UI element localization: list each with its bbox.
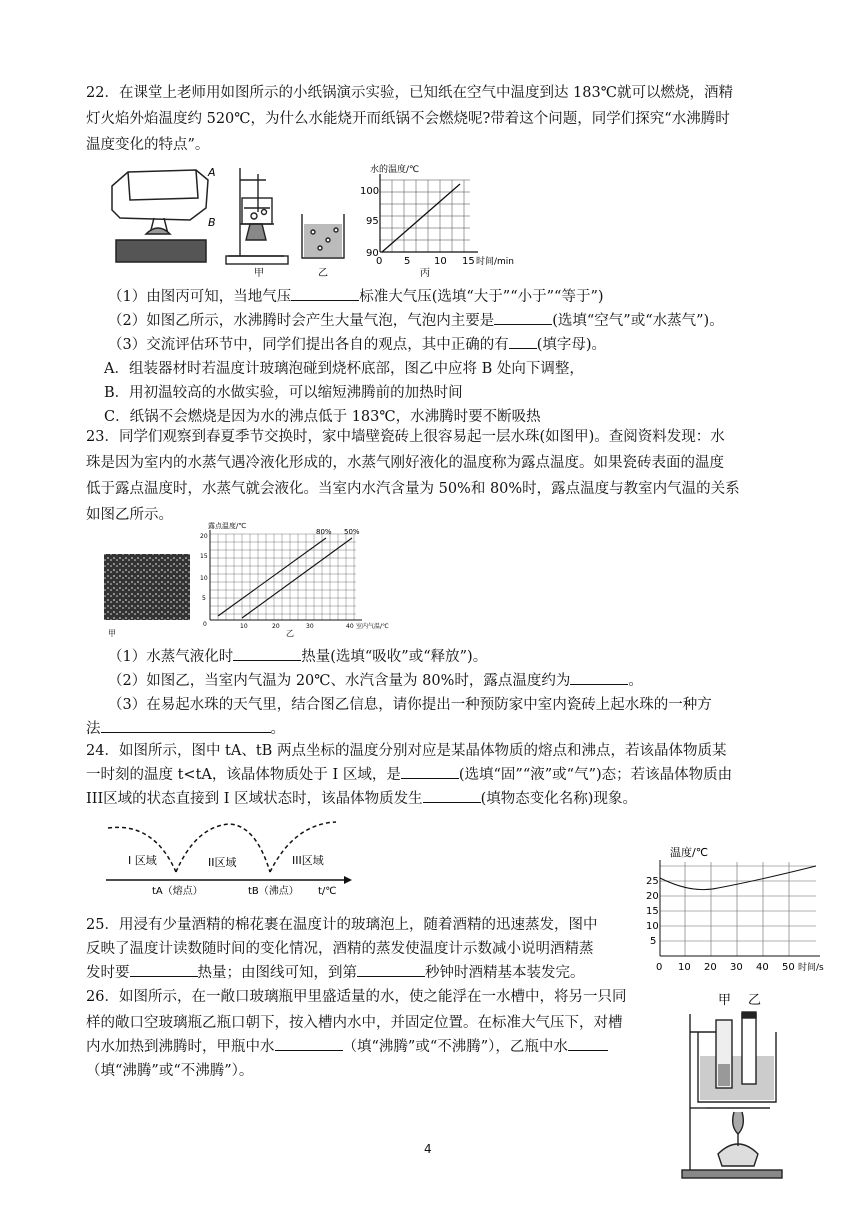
q22-figure bbox=[108, 160, 515, 279]
temp-ylabel: 温度/℃ bbox=[670, 846, 709, 859]
ytick-15: 15 bbox=[646, 906, 659, 917]
boiling-point-label: tB（沸点） bbox=[248, 886, 299, 897]
region-3-label: III区域 bbox=[292, 854, 324, 867]
q25-temp-graph bbox=[640, 842, 836, 976]
q22-option-a: A．组装器材时若温度计玻璃泡碰到烧杯底部，图乙中应将 B 处向下调整， bbox=[104, 361, 584, 377]
q26-line3: 内水加热到沸腾时，甲瓶中水 （填“沸腾”或“不沸腾”），乙瓶中水 bbox=[86, 1034, 608, 1060]
q23-line3: 低于露点温度时，水蒸气就会液化。当室内水汽含量为 50%和 80%时，露点温度与教室内气温的关系 bbox=[86, 481, 740, 497]
xtick-40: 40 bbox=[346, 623, 354, 630]
axis-label: t/℃ bbox=[318, 886, 337, 897]
ytick-15: 15 bbox=[200, 553, 208, 560]
caption-yi: 乙 bbox=[286, 629, 294, 638]
xtick-50: 50 bbox=[782, 962, 795, 973]
q23-line1: 23．同学们观察到春夏季节交换时，家中墙壁瓷砖上很容易起一层水珠(如图甲)。查阅资料发现：水 bbox=[86, 429, 725, 445]
xtick-30: 30 bbox=[730, 962, 743, 973]
answer-blank[interactable] bbox=[570, 668, 628, 685]
q22-sub2: （2）如图乙所示，水沸腾时会产生大量气泡，气泡内主要是 (选填“空气”或“水蒸气”)。 bbox=[108, 308, 724, 334]
xtick-10: 10 bbox=[240, 623, 248, 630]
caption-yi: 乙 bbox=[318, 268, 328, 279]
answer-blank[interactable] bbox=[357, 960, 425, 977]
q24-line1: 24．如图所示，图中 tA、tB 两点坐标的温度分别对应是某晶体物质的熔点和沸点，若该晶体物质某 bbox=[86, 743, 727, 759]
q25-line3: 发时要 热量；由图线可知，到第 秒钟时酒精基本装发完。 bbox=[86, 960, 585, 986]
q22-sub1: （1）由图丙可知，当地气压 标准大气压(选填“大于”“小于”“等于”) bbox=[108, 284, 604, 310]
ytick-0: 0 bbox=[203, 621, 207, 628]
q22-line1: 22．在课堂上老师用如图所示的小纸锅演示实验，已知纸在空气中温度到达 183℃就可以燃烧，酒精 bbox=[86, 85, 733, 101]
xtick-40: 40 bbox=[756, 962, 769, 973]
region-1-label: I 区域 bbox=[128, 854, 157, 867]
series-50-label: 50% bbox=[344, 528, 360, 536]
q23-sub1: （1）水蒸气液化时 热量(选填“吸收”或“释放”)。 bbox=[108, 644, 487, 670]
graph-xlabel: 时间/min bbox=[476, 257, 515, 267]
q24-line3: III区域的状态直接到 I 区域状态时，该晶体物质发生 (填物态变化名称)现象。 bbox=[86, 786, 637, 812]
label-a: A bbox=[208, 166, 216, 179]
page-number: 4 bbox=[424, 1142, 432, 1156]
dewpoint-ylabel: 露点温度/℃ bbox=[208, 522, 247, 530]
q26-figure bbox=[676, 984, 796, 1184]
ytick-20: 20 bbox=[646, 891, 659, 902]
q23-sub3: （3）在易起水珠的天气里，结合图乙信息，请你提出一种预防家中室内瓷砖上起水珠的一种方 bbox=[108, 697, 712, 713]
label-b: B bbox=[208, 216, 216, 229]
q23-figure bbox=[100, 520, 390, 642]
ytick-10: 10 bbox=[646, 921, 659, 932]
ytick-20: 20 bbox=[200, 533, 208, 540]
answer-blank[interactable] bbox=[568, 1034, 608, 1051]
xtick-20: 20 bbox=[272, 623, 280, 630]
water-temp-graph bbox=[360, 163, 514, 279]
xtick-30: 30 bbox=[306, 623, 314, 630]
answer-blank[interactable] bbox=[494, 308, 552, 325]
dewpoint-xlabel: 室内气温/℃ bbox=[356, 623, 389, 630]
xtick-0: 0 bbox=[376, 256, 383, 267]
q22-option-c: C．纸锅不会燃烧是因为水的沸点低于 183℃，水沸腾时要不断吸热 bbox=[104, 409, 541, 425]
answer-blank[interactable] bbox=[509, 332, 537, 349]
ytick-95: 95 bbox=[366, 216, 379, 227]
ytick-100: 100 bbox=[360, 186, 380, 197]
series-80-label: 80% bbox=[316, 528, 332, 536]
temp-xlabel: 时间/s bbox=[798, 963, 824, 973]
tile-water-drops-photo bbox=[104, 554, 190, 620]
q22-sub3: （3）交流评估环节中，同学们提出各自的观点，其中正确的有 (填字母)。 bbox=[108, 332, 606, 358]
caption-jia: 甲 bbox=[254, 268, 264, 279]
answer-blank[interactable] bbox=[401, 762, 459, 779]
ytick-25: 25 bbox=[646, 876, 659, 887]
answer-blank[interactable] bbox=[291, 284, 359, 301]
q26-line1: 26．如图所示，在一敞口玻璃瓶甲里盛适量的水，使之能浮在一水槽中，将另一只同 bbox=[86, 989, 627, 1005]
region-2-label: II区域 bbox=[208, 856, 237, 869]
answer-blank[interactable] bbox=[275, 1034, 343, 1051]
answer-blank[interactable] bbox=[423, 786, 481, 803]
paper-pot-drawing bbox=[112, 170, 208, 262]
bottle-yi-label: 乙 bbox=[748, 993, 762, 1008]
q22-line3: 温度变化的特点”。 bbox=[86, 137, 210, 153]
answer-blank[interactable] bbox=[233, 644, 301, 661]
q23-line4: 如图乙所示。 bbox=[86, 507, 173, 523]
q25-line2: 反映了温度计读数随时间的变化情况，酒精的蒸发使温度计示数减小说明酒精蒸 bbox=[86, 941, 594, 957]
graph-ylabel: 水的温度/℃ bbox=[370, 165, 420, 175]
xtick-5: 5 bbox=[404, 256, 411, 267]
beaker-drawing bbox=[302, 214, 344, 258]
ytick-10: 10 bbox=[200, 575, 208, 582]
q26-line2: 样的敞口空玻璃瓶乙瓶口朝下，按入槽内水中，并固定位置。在标准大气压下，对槽 bbox=[86, 1015, 623, 1031]
dewpoint-graph bbox=[200, 521, 389, 638]
apparatus-drawing bbox=[682, 1012, 782, 1178]
caption-jia: 甲 bbox=[108, 629, 116, 638]
ytick-5: 5 bbox=[202, 595, 206, 602]
q24-line2: 一时刻的温度 t<tA，该晶体物质处于 I 区域，是 (选填“固”“液”或“气”)态；若该晶体物质由 bbox=[86, 762, 732, 788]
xtick-15: 15 bbox=[462, 256, 475, 267]
answer-blank[interactable] bbox=[130, 960, 198, 977]
ytick-5: 5 bbox=[650, 936, 657, 947]
q22-option-b: B．用初温较高的水做实验，可以缩短沸腾前的加热时间 bbox=[104, 385, 463, 401]
q23-sub3-cont: 法 。 bbox=[86, 716, 285, 742]
q25-line1: 25．用浸有少量酒精的棉花裹在温度计的玻璃泡上，随着酒精的迅速蒸发，图中 bbox=[86, 917, 598, 933]
xtick-0: 0 bbox=[656, 962, 663, 973]
answer-blank[interactable] bbox=[101, 716, 271, 733]
bottle-jia-label: 甲 bbox=[718, 993, 732, 1008]
q23-line2: 珠是因为室内的水蒸气遇冷液化形成的，水蒸气刚好液化的温度称为露点温度。如果瓷砖表面的温度 bbox=[86, 455, 724, 471]
boiling-apparatus-drawing bbox=[226, 168, 288, 264]
ytick-90: 90 bbox=[366, 248, 379, 259]
xtick-10: 10 bbox=[678, 962, 691, 973]
q26-line4: （填“沸腾”或“不沸腾”）。 bbox=[86, 1063, 254, 1079]
xtick-10: 10 bbox=[434, 256, 447, 267]
caption-bing: 丙 bbox=[420, 268, 430, 279]
q23-sub2: （2）如图乙，当室内气温为 20℃、水汽含量为 80%时，露点温度约为 。 bbox=[108, 668, 643, 694]
q22-line2: 灯火焰外焰温度约 520℃，为什么水能烧开而纸锅不会燃烧呢?带着这个问题，同学们探究“水沸腾时 bbox=[86, 111, 730, 127]
q24-state-diagram bbox=[104, 816, 352, 896]
melting-point-label: tA（熔点） bbox=[152, 886, 203, 897]
xtick-20: 20 bbox=[704, 962, 717, 973]
